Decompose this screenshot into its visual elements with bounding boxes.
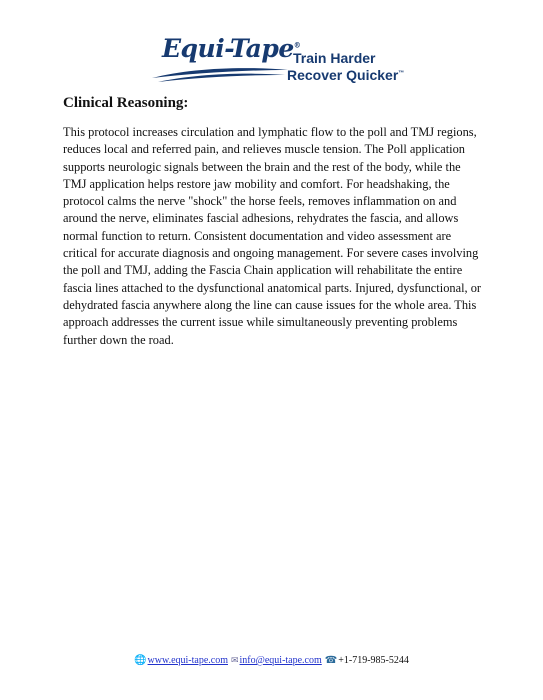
brand-name: Equi-Tape	[162, 34, 294, 63]
clinical-reasoning-paragraph: This protocol increases circulation and lymphatic flow to the poll and TMJ regions, reduces local and referred pain, and relieves muscle tension. The Poll application supports neurologic signals between the brain and the rest of the body, while the TMJ application helps restore jaw mobility and comfort. For headshaking, the protocol calms the nerve "shock" the horse feels, removes inflammation on and around the nerve, eliminates fascial adhesions, rehydrates the fascia, and allows normal function to return. Consistent documentation and video assessment are critical for accurate diagnosis and ongoing management. For severe cases involving the poll and TMJ, adding the Fascia Chain application will rehabilitate the entire fascia lines attached to the dysfunctional anatomical parts. Injured, dysfunctional, or dehydrated fascia anywhere along the line can cause issues for the whole area. This approach addresses the current issue while simultaneously preventing problems further down the road.	[63, 125, 482, 347]
trademark-mark: ™	[398, 70, 405, 77]
footer	[0, 655, 543, 666]
logo-wordmark	[162, 34, 300, 63]
website-link[interactable]: www.equi-tape.com	[147, 655, 228, 666]
phone-number: +1-719-985-5244	[338, 655, 409, 666]
equi-tape-logo	[150, 32, 405, 87]
logo-swoosh-icon	[150, 64, 290, 84]
globe-icon: 🌐	[134, 655, 147, 666]
registered-mark: ®	[293, 40, 301, 50]
tagline-train-harder: Train Harder	[293, 50, 376, 66]
email-link[interactable]: info@equi-tape.com	[239, 655, 322, 666]
section-heading: Clinical Reasoning:	[63, 95, 189, 111]
tagline-recover-quicker	[287, 67, 404, 83]
tagline-2-text: Recover Quicker	[287, 67, 399, 83]
phone-icon: ☎	[324, 655, 338, 666]
email-icon: ✉	[230, 655, 239, 665]
